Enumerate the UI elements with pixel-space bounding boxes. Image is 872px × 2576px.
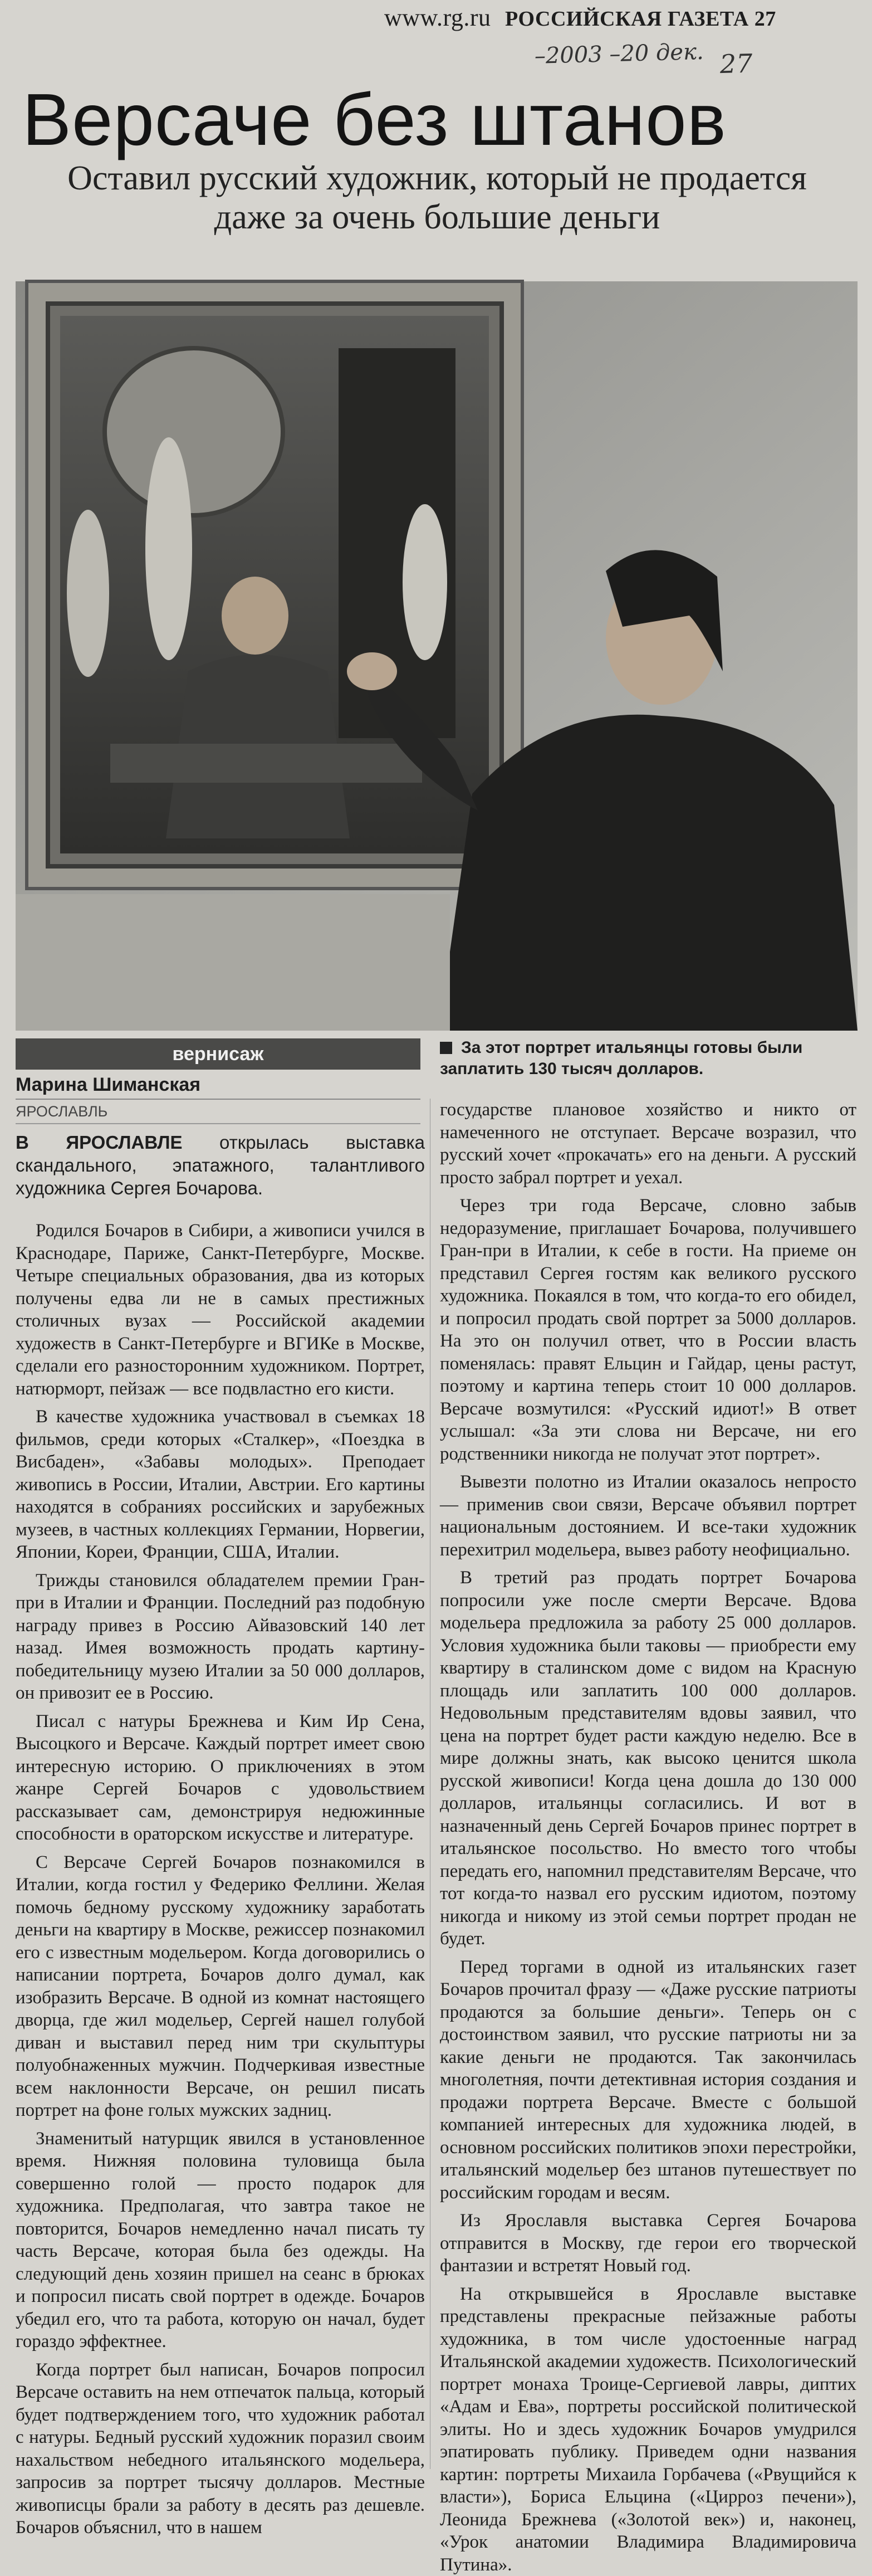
paper-name: РОССИЙСКАЯ ГАЗЕТА 27 <box>505 7 776 31</box>
paragraph: Вывезти полотно из Италии оказалось непросто — применив свои связи, Версаче объявил портрет национальным достоянием. И все-таки художник перехитрил модельера, вывез работу неофициально. <box>440 1471 856 1561</box>
painted-figure-head <box>222 577 288 655</box>
handwritten-date: –2003 –20 дек. <box>534 39 704 69</box>
article-column-right <box>440 1099 856 2475</box>
article-photo <box>16 281 858 1031</box>
paragraph: Родился Бочаров в Сибири, а живописи учился в Краснодаре, Париже, Санкт-Петербурге, Москве. Четыре специальных образования, два из которых получены едва ли не в самых престижных столичных вузах — Российской академии художеств в Санкт-Петербурге и ВГИКе в Москве, сделали его разносторонним художником. Портрет, натюрморт, пейзаж — все подвластно его кисти. <box>16 1219 425 1400</box>
paragraph: Из Ярославля выставка Сергея Бочарова отправится в Москву, где герои его творческой фантазии и встретят Новый год. <box>440 2209 856 2277</box>
paragraph: На открывшейся в Ярославле выставке представлены прекрасные пейзажные работы художника, в том числе удостоенные наград Итальянской академии художеств. Психологический портрет монаха Троице-Сергиевой лавры, диптих «Адам и Ева», портреты российской политической элиты. Но и здесь художник Бочаров умудрился эпатировать публику. Приведем одни названия картин: портреты Михаила Горбачева («Рвущийся к власти»), Бориса Ельцина («Цирроз печени»), Леонида Брежнева («Золотой век») и, наконец, «Урок анатомии Владимира Владимировича Путина». <box>440 2283 856 2576</box>
handwritten-page-number: 27 <box>719 48 753 80</box>
masthead <box>384 3 846 37</box>
article-column-left <box>16 1131 425 2473</box>
paragraph: Перед торгами в одной из итальянских газет Бочаров прочитал фразу — «Даже русские патриоты продаются за большие деньги». Теперь он с достоинством заявил, что русские патриоты ни за какие деньги не продаются. Так закончилась многолетняя, почти детективная история создания и продажи портрета Версаче. Вместе с большой компанией интересных для художника людей, в основном российских политиков эпохи перестройки, итальянский модельер без штанов путешествует по российским городам и весям. <box>440 1956 856 2204</box>
painted-sofa <box>110 744 422 783</box>
headline: Версаче без штанов <box>22 78 863 162</box>
article-lead <box>16 1131 425 1199</box>
painting-medallion <box>105 348 283 515</box>
site-url[interactable]: www.rg.ru <box>384 4 491 31</box>
dateline: ЯРОСЛАВЛЬ <box>16 1103 420 1124</box>
photo-caption-text: За этот портрет итальянцы готовы были заплатить 130 тысяч долларов. <box>440 1038 802 1078</box>
caption-bullet-icon <box>440 1042 452 1054</box>
statue-left <box>67 510 109 677</box>
paragraph: Трижды становился обладателем премии Гран-при в Италии и Франции. Последний раз подобную награду привез в Россию Айвазовский 140 лет назад. Имея возможность продать картину-победительницу музею Италии за 50 000 долларов, он привозит ее в Россию. <box>16 1569 425 1705</box>
paragraph-continued: государстве плановое хозяйство и никто от намеченного не отступает. Версаче возразил, что русский хочет «прокачать» его на деньги. А русский просто забрал портрет и уехал. <box>440 1099 856 1189</box>
paragraph: Знаменитый натурщик явился в установленное время. Нижняя половина туловища была совершенно голой — просто подарок для художника. Предполагая, что завтра такое не повторится, Бочаров немедленно начал писать ту часть Версаче, которая была без одежды. На следующий день хозяин пришел на сеанс в брюках и попросил писать свой портрет в одежде. Бочаров убедил его, что та работа, которую он начал, будет гораздо эффектнее. <box>16 2128 425 2353</box>
paragraph: С Версаче Сергей Бочаров познакомился в Италии, когда гостил у Федерико Феллини. Желая помочь бедному русскому художнику заработать деньги на квартиру в Москве, режиссер познакомил его с известным модельером. Когда договорились о написании портрета, Бочаров долго думал, как изобразить Версаче. В одной из комнат настоящего дворца, где жил модельер, Сергей нашел голубой диван и выставил перед ним три скульптуры полуобнаженных мужчин. Подчеркивая известные всем наклонности Версаче, он решил писать портрет на фоне голых мужских задниц. <box>16 1851 425 2122</box>
paragraph: В третий раз продать портрет Бочарова попросили уже после смерти Версаче. Вдова модельера предложила за работу 25 000 долларов. Условия художника были таковы — приобрести ему квартиру в сталинском доме с видом на Красную площадь или заплатить 100 000 долларов. Недовольным представителям вдовы заявил, что цена на портрет будет расти каждую неделю. Все в мире должны знать, как высоко ценится школа русской живописи! Когда цена дошла до 130 000 долларов, итальянцы согласились. И вот в назначенный день Сергей Бочаров принес портрет в итальянское посольство. Но вместо того чтобы передать его, напомнил представителям Версаче, что тот когда-то назвал его русским идиотом, поэтому никогда и никому из этой семьи портрет продан не будет. <box>440 1567 856 1950</box>
paragraph: Через три года Версаче, словно забыв недоразумение, приглашает Бочарова, получившего Гран-при в Италии, к себе в гости. На приеме он представил Сергея гостям как великого русского художника. Покаялся в том, что когда-то его обидел, и попросил продать свой портрет за 5000 долларов. На это он получил ответ, что в России власть поменялась: правят Ельцин и Гайдар, цены растут, поэтому и картина теперь стоит 10 000 долларов. Версаче возмутился: «Русский идиот!» В ответ услышал: «За эти слова ни Версаче, ни его родственники никогда не получат этот портрет». <box>440 1194 856 1465</box>
statue-center <box>145 437 192 660</box>
gallery-floor <box>16 894 450 1031</box>
paragraph: В качестве художника участвовал в съемках 18 фильмов, среди которых «Сталкер», «Поездка в Висбаден», «Забавы молодых». Преподает живопись в России, Италии, Австрии. Его картины находятся в собраниях российских и зарубежных музеев, в частных коллекциях Германии, Норвегии, Японии, Кореи, Франции, США, Италии. <box>16 1406 425 1564</box>
statue-right <box>403 504 447 660</box>
subheadline: Оставил русский художник, который не продается даже за очень большие деньги <box>33 159 841 237</box>
author-name: Марина Шиманская <box>16 1074 420 1100</box>
lead-text: открылась выставка скандального, эпатажного, талантливого художника Сергея Бочарова. <box>16 1132 425 1198</box>
rubric-label: вернисаж <box>16 1038 420 1070</box>
paragraph: Когда портрет был написан, Бочаров попросил Версаче оставить на нем отпечаток пальца, который будет подтверждением того, что художник работал с натуры. Бедный русский художник поразил своим нахальством небедного итальянского модельера, запросив за портрет тысячу долларов. Местные живописцы брали за работу в десять раз дешевле. Бочаров объяснил, что в нашем <box>16 2359 425 2539</box>
artist-hand <box>347 652 397 690</box>
photo-caption <box>440 1037 852 1099</box>
paragraph: Писал с натуры Брежнева и Ким Ир Сена, Высоцкого и Версаче. Каждый портрет имеет свою интересную историю. О приключениях в этом жанре Сергей Бочаров с удовольствием рассказывает сам, демонстрируя недюжинные способности в ораторском искусстве и литературе. <box>16 1710 425 1846</box>
handwritten-date-note <box>534 35 869 77</box>
lead-dateline: В ЯРОСЛАВЛЕ <box>16 1132 183 1153</box>
photo-illustration <box>16 281 858 1031</box>
